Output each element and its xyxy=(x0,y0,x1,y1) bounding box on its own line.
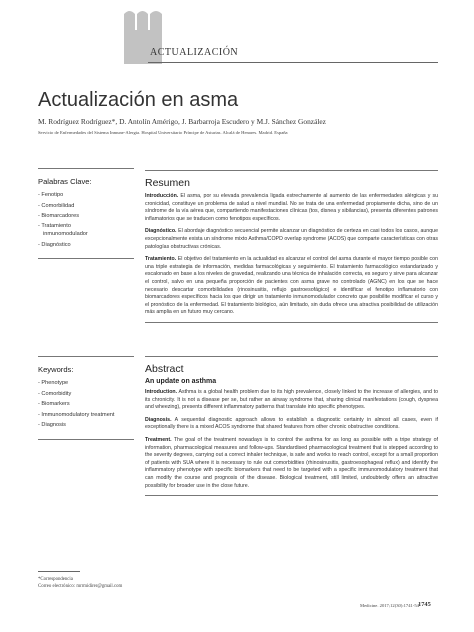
paragraph-text: Asthma is a global health problem due to its high prevalence, closely linked to the increase of allergies, and to its chronicity. It is not a disease per se, but rather an airway syndrome that, sharing clinical manifestations (cough, dyspnea and wheezing), presents different inflammatory patterns that translate into specific phenotypes. xyxy=(145,389,438,411)
abstract-bottom-rule xyxy=(145,495,438,496)
paragraph-text: El objetivo del tratamiento en la actualidad es alcanzar el control del asma durante el mayor tiempo posible con una triple estrategia de información, medidas farmacológicas y seguimiento. El tratamiento farmacológico estandarizado y escalonado en base a los niveles de gravedad, realizando una técnica de inhalación correcta, es seguro y sirve para alcanzar el control, salvo en una pequeña proporción de pacientes con asma grave no controlado (AGNC) en los que se hace necesario descartar comorbilidades (rinosinusitis, reflujo gastroesofágico) e identificar el fenotipo inflamatorio con biomarcadores específicos hacia los que dirigir un tratamiento inmunomodulador concreto que posibilite modificar el curso y el pronóstico de la enfermedad. El tratamiento biológico, aún limitado, sin duda ofrece una atractiva posibilidad de utilización más amplia en un futuro muy cercano. xyxy=(145,256,438,316)
keyword-item xyxy=(38,378,134,389)
keyword-item xyxy=(38,410,134,421)
page-number: 1745 xyxy=(418,601,431,608)
abstract-paragraph xyxy=(145,437,438,490)
footnote-rule xyxy=(38,571,80,572)
abstract-paragraph xyxy=(145,417,438,432)
keywords-es-list xyxy=(38,190,134,250)
footnote-correspondence: *Correspondencia xyxy=(38,577,73,582)
footnote xyxy=(38,576,122,590)
paragraph-lead: Tratamiento. xyxy=(145,256,177,263)
paragraph-lead: Diagnosis. xyxy=(145,416,172,423)
keywords-en-bottom-rule xyxy=(38,439,134,440)
article-affiliation: Servicio de Enfermedades del Sistema Inmune-Alergia. Hospital Universitario Príncipe de Asturias. Alcalá de Henares. Madrid. España xyxy=(38,130,288,135)
keywords-en-top-rule xyxy=(38,356,134,357)
keywords-es-top-rule xyxy=(38,168,134,169)
keyword-item xyxy=(38,399,134,410)
resumen-bottom-rule xyxy=(145,322,438,323)
keywords-es-box xyxy=(38,168,134,259)
keywords-es-bottom-rule xyxy=(38,258,134,259)
keyword-text: - Diagnóstico xyxy=(38,241,71,248)
abstract-paragraph xyxy=(145,389,438,412)
paragraph-lead: Introduction. xyxy=(145,389,178,395)
abstract-paragraphs xyxy=(145,389,438,490)
keywords-en-heading: Keywords: xyxy=(38,365,74,374)
paragraph-lead: Introducción. xyxy=(145,193,179,199)
abstract-subheading: An update on asthma xyxy=(145,378,217,385)
keyword-text: - Diagnosis xyxy=(38,422,66,428)
keyword-item xyxy=(38,222,134,238)
keyword-text: - Comorbidity xyxy=(38,390,72,397)
section-label: ACTUALIZACIÓN xyxy=(150,47,239,58)
keywords-en-list xyxy=(38,378,134,431)
keyword-text: - Immunomodulatory treatment xyxy=(38,411,115,418)
abstract-paragraph xyxy=(145,193,438,223)
keyword-text: - Comorbilidad xyxy=(38,202,75,209)
paragraph-text: El abordaje diagnóstico secuencial permite alcanzar un diagnóstico de certeza en casi todos los casos, aunque excepcionalmente exista un síndrome mixto Asthma/COPD overlap syndrome (ACOS) que comparte características con otras patologías obstructivas crónicas. xyxy=(145,228,438,250)
resumen-section xyxy=(145,170,438,323)
keyword-item xyxy=(38,211,134,222)
keyword-item xyxy=(38,240,134,251)
keyword-item xyxy=(38,190,134,201)
paragraph-text: El asma, por su elevada prevalencia ligada estrechamente al aumento de las enfermedades alérgicas y su cronicidad, constituye un problema de salud a nivel mundial. No se trata de una enfermedad propiamente dicha, sino de un síndrome de la vía aérea que, compartiendo manifestaciones clínicas (tos, disnea y sibilancias), presenta diferentes patrones inflamatorios que se traducen como fenotipos específicos. xyxy=(145,193,438,222)
keyword-text: - Biomarkers xyxy=(38,401,70,407)
paragraph-lead: Treatment. xyxy=(145,436,172,443)
keyword-text: - Tratamiento xyxy=(38,222,71,229)
article-authors: M. Rodríguez Rodríguez*, D. Antolín Amérigo, J. Barbarroja Escudero y M.J. Sánchez González xyxy=(38,117,326,126)
keyword-text: inmunomodulador xyxy=(43,230,88,237)
abstract-top-rule xyxy=(145,356,438,357)
keywords-es-heading: Palabras Clave: xyxy=(38,177,92,186)
keyword-text: - Fenotipo xyxy=(38,192,64,198)
keywords-en-box xyxy=(38,356,134,440)
abstract-heading: Abstract xyxy=(145,363,184,375)
journal-reference: Medicine. 2017;12(30):1741-54 xyxy=(360,603,419,608)
abstract-paragraph xyxy=(145,228,438,251)
paragraph-lead: Diagnóstico. xyxy=(145,228,177,235)
resumen-top-rule xyxy=(145,170,438,171)
resumen-paragraphs xyxy=(145,193,438,317)
keyword-text: - Phenotype xyxy=(38,380,69,386)
keyword-text: - Biomarcadores xyxy=(38,213,80,219)
resumen-heading: Resumen xyxy=(145,177,190,189)
keyword-item xyxy=(38,201,134,212)
article-title: Actualización en asma xyxy=(38,89,239,111)
paragraph-text: The goal of the treatment nowadays is to control the asthma for as long as possible with a tripe strategy of information, pharmacological measures and follow-ups. Standardised pharmacological treatment that is stepped according to the severity degrees, carrying out a correct inhaler technique, is safe and works to reach control, except for a small proportion of patients with SUA where it is necessary to rule out comorbidities (rhinosinusitis, gastroesophageal reflux) and identify the inflammatory phenotype with specific biomarkers that need to be targeted with a specific immunomodulatory treatment that can modify the course and prognosis of the disease. Biological treatment, still limited, undoubtedly offers an attractive possibility for broader use in the close future. xyxy=(145,436,438,489)
keyword-item xyxy=(38,389,134,400)
abstract-paragraph xyxy=(145,256,438,317)
keyword-item xyxy=(38,420,134,431)
footnote-email: Correo electrónico: mrrmidirer@gmail.com xyxy=(38,584,123,589)
section-divider xyxy=(148,62,438,63)
abstract-section xyxy=(145,356,438,496)
paragraph-text: A sequential diagnostic approach allows to establish a diagnostic certainty in almost all cases, even if exceptionally there is a mixed ACOS syndrome that shared features from other chronic obstructive conditions. xyxy=(145,416,438,431)
